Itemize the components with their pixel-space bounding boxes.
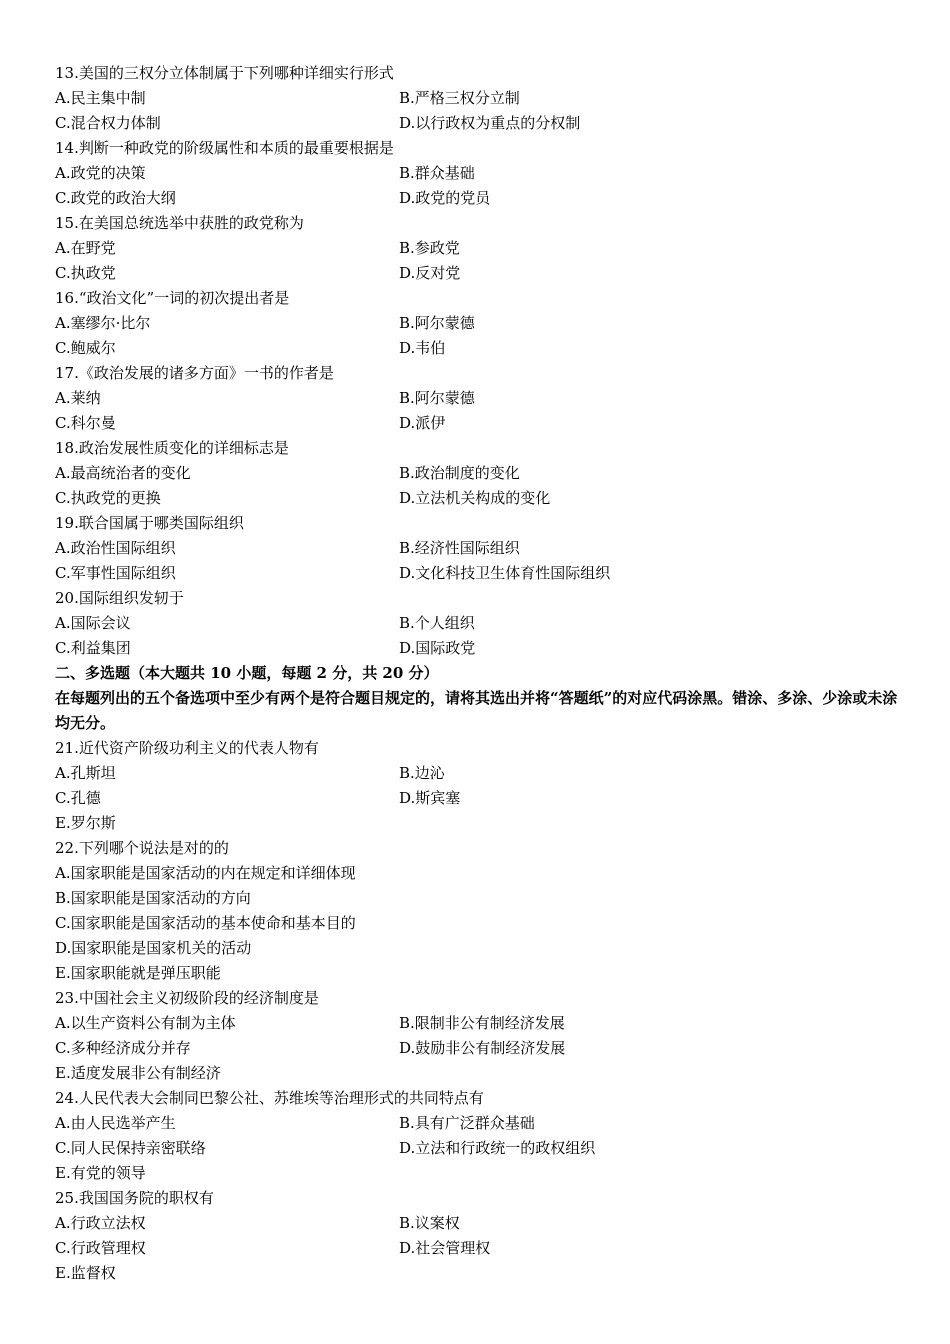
question-stem: 15.在美国总统选举中获胜的政党称为 [55, 214, 304, 232]
question-19 [55, 511, 905, 586]
question-stem: 17.《政治发展的诸多方面》一书的作者是 [55, 364, 334, 382]
option-b: B.阿尔蒙德 [399, 389, 475, 407]
option-a: A.莱纳 [55, 389, 101, 407]
exam-page [55, 61, 905, 1286]
question-13 [55, 61, 905, 136]
option-c: C.政党的政治大纲 [55, 189, 176, 207]
option-d: D.文化科技卫生体育性国际组织 [399, 564, 611, 582]
option-a: A.以生产资料公有制为主体 [55, 1014, 236, 1032]
option-d: D.国际政党 [399, 639, 476, 657]
option-c: C.利益集团 [55, 639, 131, 657]
option-b: B.国家职能是国家活动的方向 [55, 889, 251, 907]
option-c: C.科尔曼 [55, 414, 116, 432]
option-e: E.有党的领导 [55, 1164, 146, 1182]
option-a: A.塞缪尔·比尔 [55, 314, 151, 332]
question-stem: 22.下列哪个说法是对的的 [55, 839, 229, 857]
option-b: B.参政党 [399, 239, 460, 257]
option-row [55, 236, 905, 261]
option-row [55, 1111, 905, 1136]
option-row [55, 86, 905, 111]
option-row [55, 611, 905, 636]
option-c: C.执政党的更换 [55, 489, 161, 507]
question-stem: 14.判断一种政党的阶级属性和本质的最重要根据是 [55, 139, 394, 157]
option-c: C.行政管理权 [55, 1239, 146, 1257]
option-b: B.具有广泛群众基础 [399, 1114, 535, 1132]
option-a: A.政党的决策 [55, 164, 146, 182]
option-a: A.孔斯坦 [55, 764, 116, 782]
option-row [55, 561, 905, 586]
option-row [55, 411, 905, 436]
question-15 [55, 211, 905, 286]
option-b: B.限制非公有制经济发展 [399, 1014, 565, 1032]
option-c: C.军事性国际组织 [55, 564, 176, 582]
option-row [55, 1011, 905, 1036]
question-18 [55, 436, 905, 511]
option-d: D.以行政权为重点的分权制 [399, 114, 581, 132]
option-row [55, 461, 905, 486]
question-21 [55, 736, 905, 836]
option-d: D.国家职能是国家机关的活动 [55, 939, 252, 957]
question-25 [55, 1186, 905, 1286]
option-b: B.经济性国际组织 [399, 539, 520, 557]
option-row [55, 1136, 905, 1161]
option-d: D.派伊 [399, 414, 446, 432]
question-stem: 20.国际组织发轫于 [55, 589, 184, 607]
option-a: A.民主集中制 [55, 89, 146, 107]
option-a: A.国家职能是国家活动的内在规定和详细体现 [55, 864, 356, 882]
question-stem: 16.“政治文化”一词的初次提出者是 [55, 289, 290, 307]
option-c: C.国家职能是国家活动的基本使命和基本目的 [55, 914, 356, 932]
option-row [55, 1211, 905, 1236]
option-e: E.罗尔斯 [55, 814, 116, 832]
option-d: D.韦伯 [399, 339, 446, 357]
option-e: E.监督权 [55, 1264, 116, 1282]
option-a: A.行政立法权 [55, 1214, 146, 1232]
option-a: A.最高统治者的变化 [55, 464, 191, 482]
option-d: D.立法机关构成的变化 [399, 489, 551, 507]
option-a: A.国际会议 [55, 614, 131, 632]
option-b: B.议案权 [399, 1214, 460, 1232]
option-row [55, 536, 905, 561]
option-b: B.政治制度的变化 [399, 464, 520, 482]
question-24 [55, 1086, 905, 1186]
option-a: A.政治性国际组织 [55, 539, 176, 557]
question-22 [55, 836, 905, 986]
question-17 [55, 361, 905, 436]
option-row [55, 336, 905, 361]
option-c: C.混合权力体制 [55, 114, 161, 132]
option-c: C.鲍威尔 [55, 339, 116, 357]
option-b: B.阿尔蒙德 [399, 314, 475, 332]
option-row [55, 786, 905, 811]
option-d: D.鼓励非公有制经济发展 [399, 1039, 566, 1057]
option-row [55, 636, 905, 661]
question-stem: 23.中国社会主义初级阶段的经济制度是 [55, 989, 319, 1007]
section-instruction: 在每题列出的五个备选项中至少有两个是符合题目规定的，请将其选出并将“答题纸”的对应代码涂黑。错涂、多涂、少涂或未涂均无分。 [55, 689, 898, 732]
option-c: C.执政党 [55, 264, 116, 282]
question-20 [55, 586, 905, 661]
option-d: D.政党的党员 [399, 189, 491, 207]
option-e: E.国家职能就是弹压职能 [55, 964, 221, 982]
question-stem: 18.政治发展性质变化的详细标志是 [55, 439, 289, 457]
single-choice-section [55, 61, 905, 661]
option-b: B.严格三权分立制 [399, 89, 520, 107]
option-e: E.适度发展非公有制经济 [55, 1064, 221, 1082]
question-stem: 19.联合国属于哪类国际组织 [55, 514, 244, 532]
option-row [55, 186, 905, 211]
option-a: A.由人民选举产生 [55, 1114, 176, 1132]
question-stem: 25.我国国务院的职权有 [55, 1189, 214, 1207]
option-d: D.斯宾塞 [399, 789, 461, 807]
question-stem: 24.人民代表大会制同巴黎公社、苏维埃等治理形式的共同特点有 [55, 1089, 484, 1107]
option-b: B.群众基础 [399, 164, 475, 182]
option-row [55, 1236, 905, 1261]
option-row [55, 386, 905, 411]
option-d: D.社会管理权 [399, 1239, 491, 1257]
question-23 [55, 986, 905, 1086]
option-d: D.立法和行政统一的政权组织 [399, 1139, 596, 1157]
option-row [55, 761, 905, 786]
question-stem: 13.美国的三权分立体制属于下列哪种详细实行形式 [55, 64, 394, 82]
question-stem: 21.近代资产阶级功利主义的代表人物有 [55, 739, 319, 757]
option-a: A.在野党 [55, 239, 116, 257]
option-c: C.孔德 [55, 789, 101, 807]
option-c: C.多种经济成分并存 [55, 1039, 191, 1057]
question-14 [55, 136, 905, 211]
option-row [55, 486, 905, 511]
question-16 [55, 286, 905, 361]
option-b: B.个人组织 [399, 614, 475, 632]
option-row [55, 111, 905, 136]
option-d: D.反对党 [399, 264, 461, 282]
section-heading: 二、多选题（本大题共 10 小题，每题 2 分，共 20 分） [55, 664, 439, 682]
option-row [55, 311, 905, 336]
option-row [55, 1036, 905, 1061]
option-b: B.边沁 [399, 764, 445, 782]
option-row [55, 161, 905, 186]
option-c: C.同人民保持亲密联络 [55, 1139, 206, 1157]
option-row [55, 261, 905, 286]
